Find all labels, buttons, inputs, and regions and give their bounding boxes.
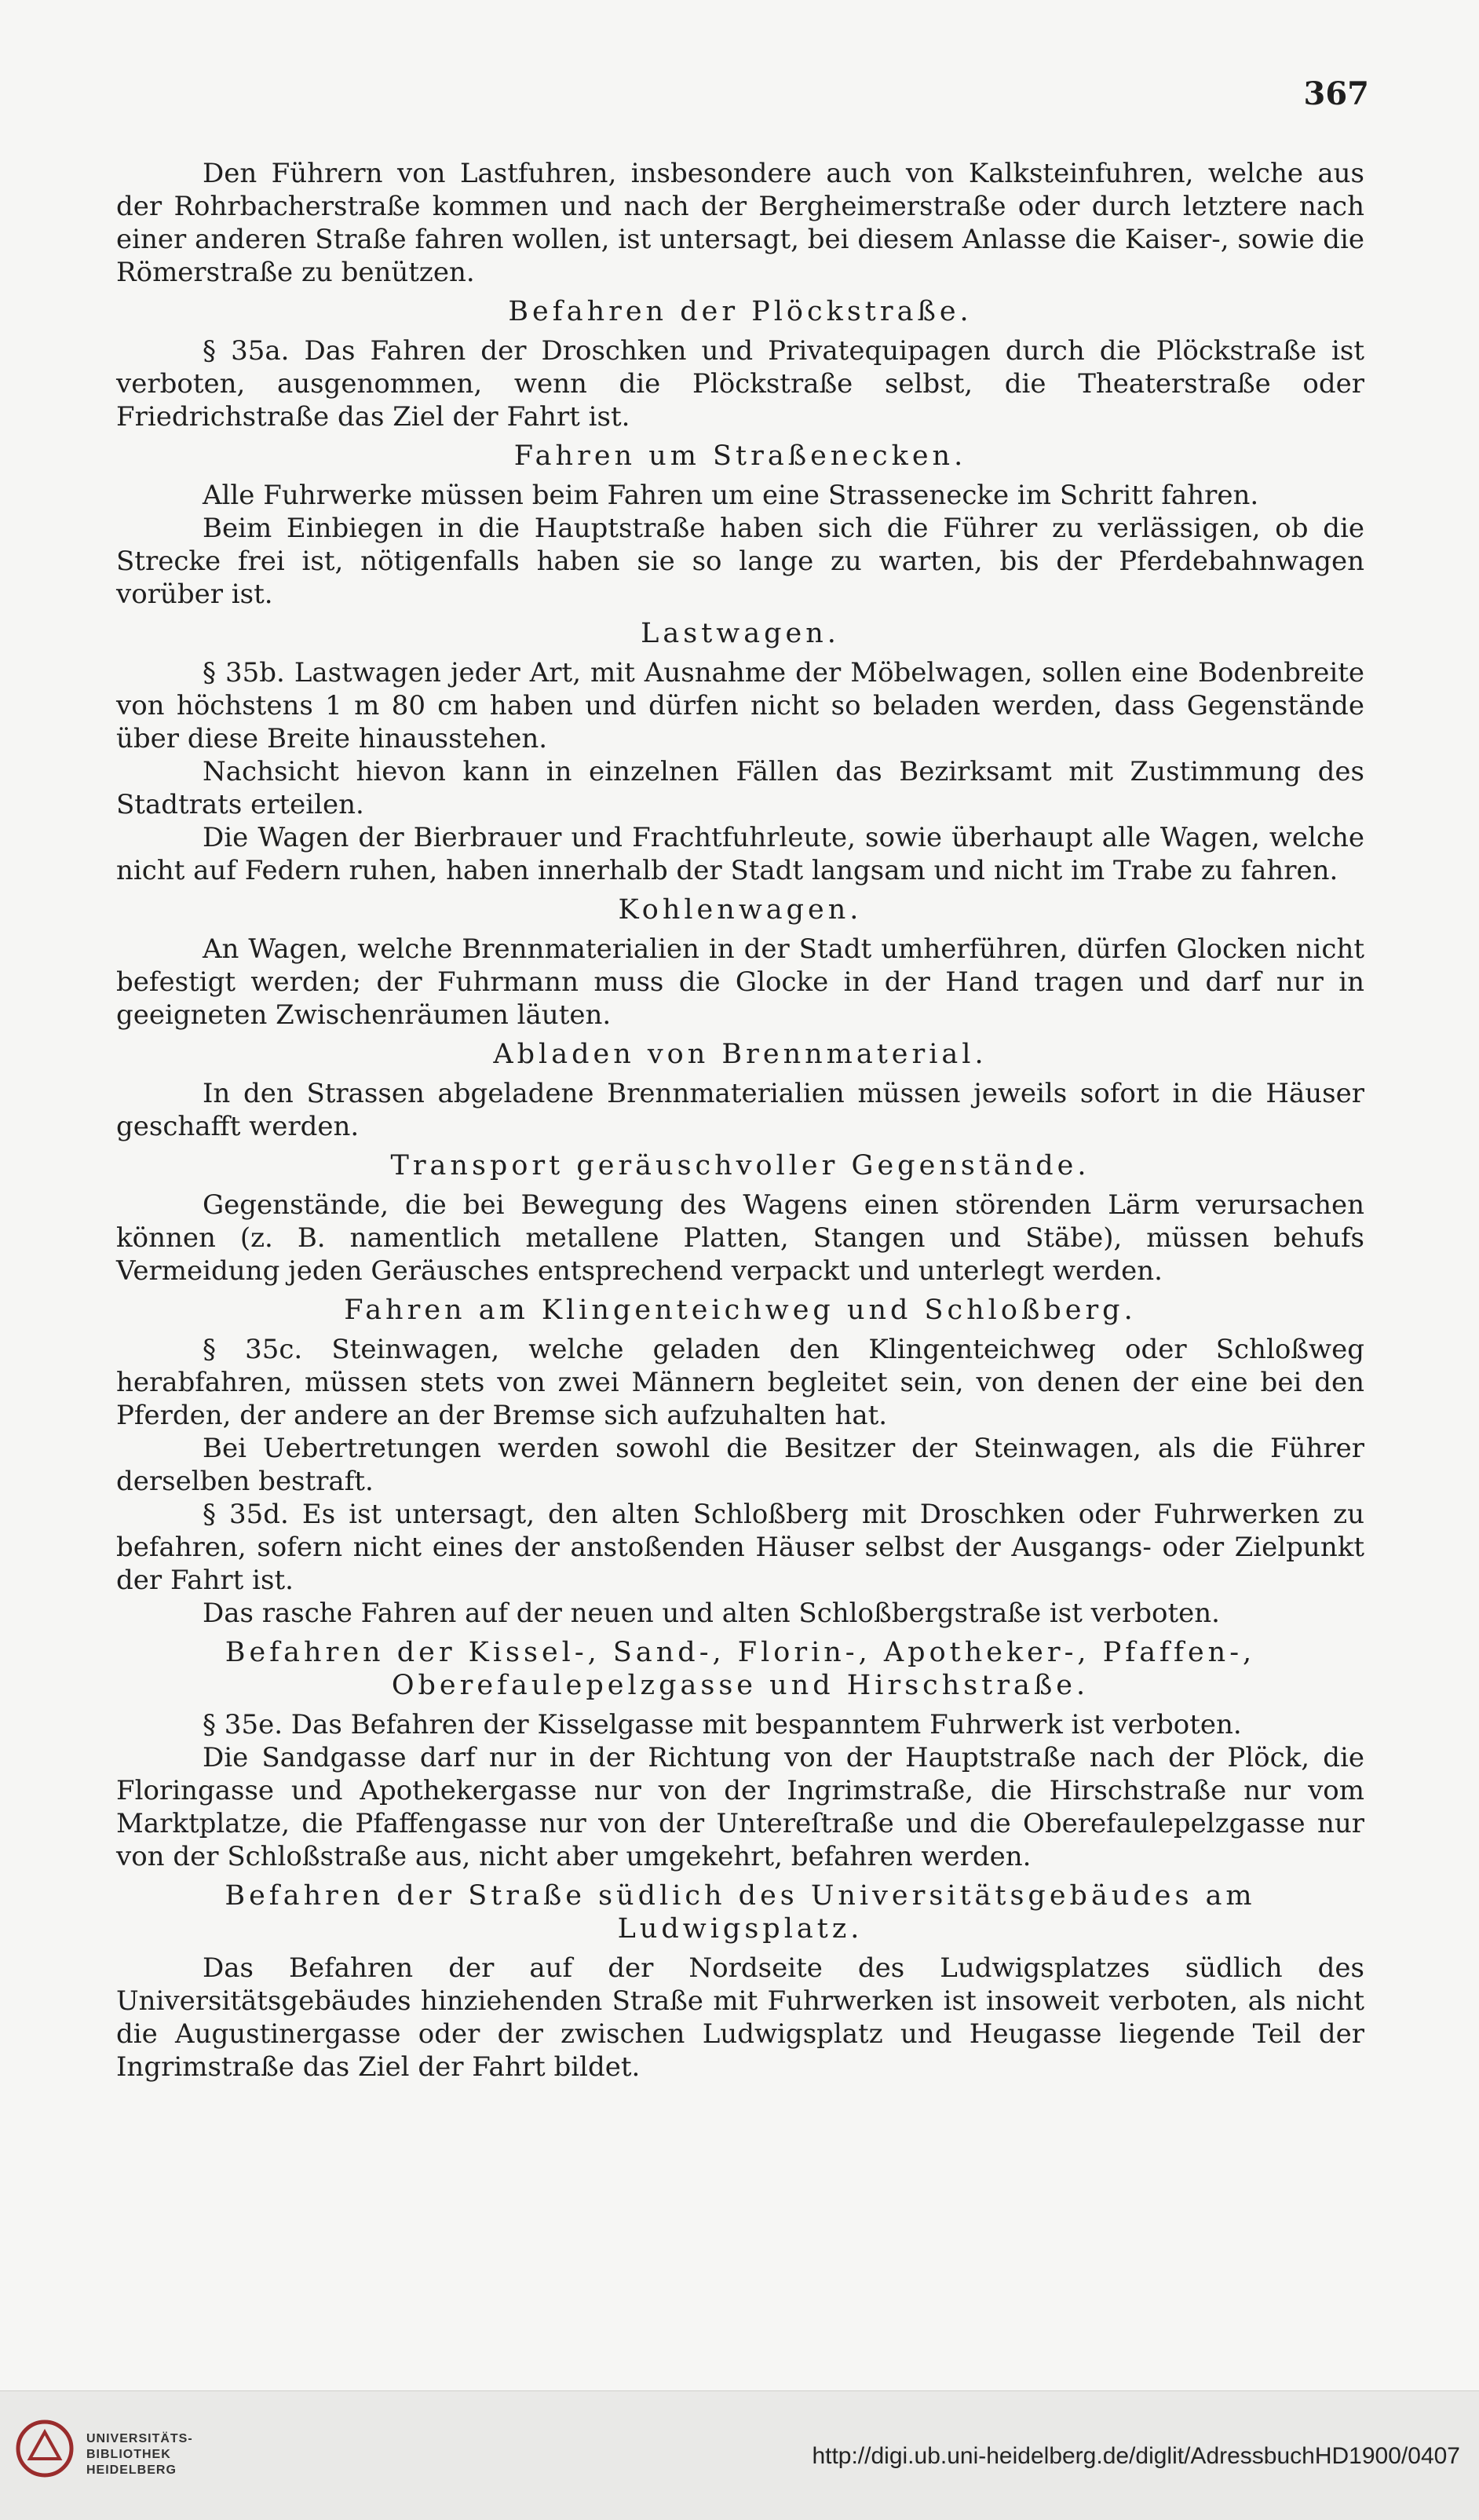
library-name-line: HEIDELBERG bbox=[86, 2463, 177, 2477]
section-heading: Fahren um Straßenecken. bbox=[513, 440, 967, 472]
paragraph: Die Wagen der Bierbrauer und Frachtfuhrleute, sowie überhaupt alle Wagen, welche nicht auf Federn ruhen, haben innerhalb der Stadt langsam und nicht im Trabe zu fahren. bbox=[116, 822, 1364, 886]
paragraph: Beim Einbiegen in die Hauptstraße haben sich die Führer zu verlässigen, ob die Strecke frei ist, nötigenfalls haben sie so lange zu warten, bis der Pferdebahnwagen vorüber ist. bbox=[116, 513, 1364, 610]
section-heading: Transport geräuschvoller Gegenstände. bbox=[390, 1150, 1090, 1181]
library-seal-icon bbox=[14, 2418, 75, 2479]
viewer-footer bbox=[0, 2390, 1479, 2520]
library-logo[interactable] bbox=[14, 2415, 193, 2501]
library-name-line: UNIVERSITÄTS- bbox=[86, 2432, 193, 2445]
source-url-link[interactable]: http://digi.ub.uni-heidelberg.de/diglit/AdressbuchHD1900/0407 bbox=[812, 2443, 1460, 2469]
paragraph: § 35c. Steinwagen, welche geladen den Klingenteichweg oder Schloßweg herabfahren, müssen stets von zwei Männern begleitet sein, von denen der eine bei den Pferden, der andere an der Bremse sich aufzuhalten hat. bbox=[116, 1334, 1364, 1431]
paragraph: Die Sandgasse darf nur in der Richtung von der Hauptstraße nach der Plöck, die Floringasse und Apothekergasse nur von der Ingrimstraße, die Hirschstraße nur vom Marktplatze, die Pfaffengasse nur von der Untereſtraße und die Oberefaulepelzgasse nur von der Schloßstraße aus, nicht aber umgekehrt, befahren werden. bbox=[116, 1742, 1364, 1872]
paragraph: Bei Uebertretungen werden sowohl die Besitzer der Steinwagen, als die Führer derselben bestraft. bbox=[116, 1433, 1364, 1497]
section-heading: Befahren der Plöckstraße. bbox=[508, 296, 973, 327]
paragraph: § 35a. Das Fahren der Droschken und Privatequipagen durch die Plöckstraße ist verboten, ausgenommen, wenn die Plöckstraße selbst, die Theaterstraße oder Friedrichstraße das Ziel der Fahrt ist. bbox=[116, 335, 1364, 433]
paragraph: Das Befahren der auf der Nordseite des Ludwigsplatzes südlich des Universitätsgebäudes hinziehenden Straße mit Fuhrwerken ist insoweit verboten, als nicht die Augustinergasse oder der zwischen Ludwigsplatz und Heugasse liegende Teil der Ingrimstraße das Ziel der Fahrt bildet. bbox=[116, 1952, 1364, 2083]
paragraph: § 35d. Es ist untersagt, den alten Schloßberg mit Droschken oder Fuhrwerken zu befahren, sofern nicht eines der anstoßenden Häuser selbst der Ausgangs- oder Zielpunkt der Fahrt ist. bbox=[116, 1499, 1364, 1596]
paragraph: Gegenstände, die bei Bewegung des Wagens einen störenden Lärm verursachen können (z. B. namentlich metallene Platten, Stangen und Stäbe), müssen behufs Vermeidung jeden Geräusches entsprechend verpackt und unterlegt werden. bbox=[116, 1189, 1364, 1287]
section-heading: Befahren der Kissel-, Sand-, Florin-, Apotheker-, Pfaffen-, Oberefaulepelzgasse und Hirschstraße. bbox=[225, 1637, 1256, 1701]
library-name-line: BIBLIOTHEK bbox=[86, 2448, 171, 2461]
paragraph: Nachsicht hievon kann in einzelnen Fällen das Bezirksamt mit Zustimmung des Stadtrats erteilen. bbox=[116, 756, 1364, 820]
paragraph: In den Strassen abgeladene Brennmaterialien müssen jeweils sofort in die Häuser geschafft werden. bbox=[116, 1078, 1364, 1142]
section-heading: Abladen von Brennmaterial. bbox=[493, 1039, 988, 1070]
paragraph: An Wagen, welche Brennmaterialien in der Stadt umherführen, dürfen Glocken nicht befestigt werden; der Fuhrmann muss die Glocke in der Hand tragen und darf nur in geeigneten Zwischenräumen läuten. bbox=[116, 933, 1364, 1031]
body-text bbox=[116, 157, 1364, 2084]
paragraph: § 35e. Das Befahren der Kisselgasse mit bespanntem Fuhrwerk ist verboten. bbox=[203, 1709, 1242, 1740]
paragraph: Den Führern von Lastfuhren, insbesondere auch von Kalksteinfuhren, welche aus der Rohrbacherstraße kommen und nach der Bergheimerstraße oder durch letztere nach einer anderen Straße fahren wollen, ist untersagt, bei diesem Anlasse die Kaiser-, sowie die Römerstraße zu benützen. bbox=[116, 158, 1364, 288]
section-heading: Befahren der Straße südlich des Universitätsgebäudes am Ludwigsplatz. bbox=[225, 1880, 1256, 1945]
section-heading: Fahren am Klingenteichweg und Schloßberg. bbox=[344, 1295, 1137, 1326]
paragraph: § 35b. Lastwagen jeder Art, mit Ausnahme der Möbelwagen, sollen eine Bodenbreite von höchstens 1 m 80 cm haben und dürfen nicht so beladen werden, dass Gegenstände über diese Breite hinausstehen. bbox=[116, 657, 1364, 754]
section-heading: Kohlenwagen. bbox=[618, 894, 863, 926]
section-heading: Lastwagen. bbox=[641, 618, 840, 649]
paragraph: Alle Fuhrwerke müssen beim Fahren um eine Strassenecke im Schritt fahren. bbox=[203, 480, 1259, 511]
page-number: 367 bbox=[1303, 75, 1369, 112]
paragraph: Das rasche Fahren auf der neuen und alten Schloßbergstraße ist verboten. bbox=[203, 1598, 1220, 1629]
